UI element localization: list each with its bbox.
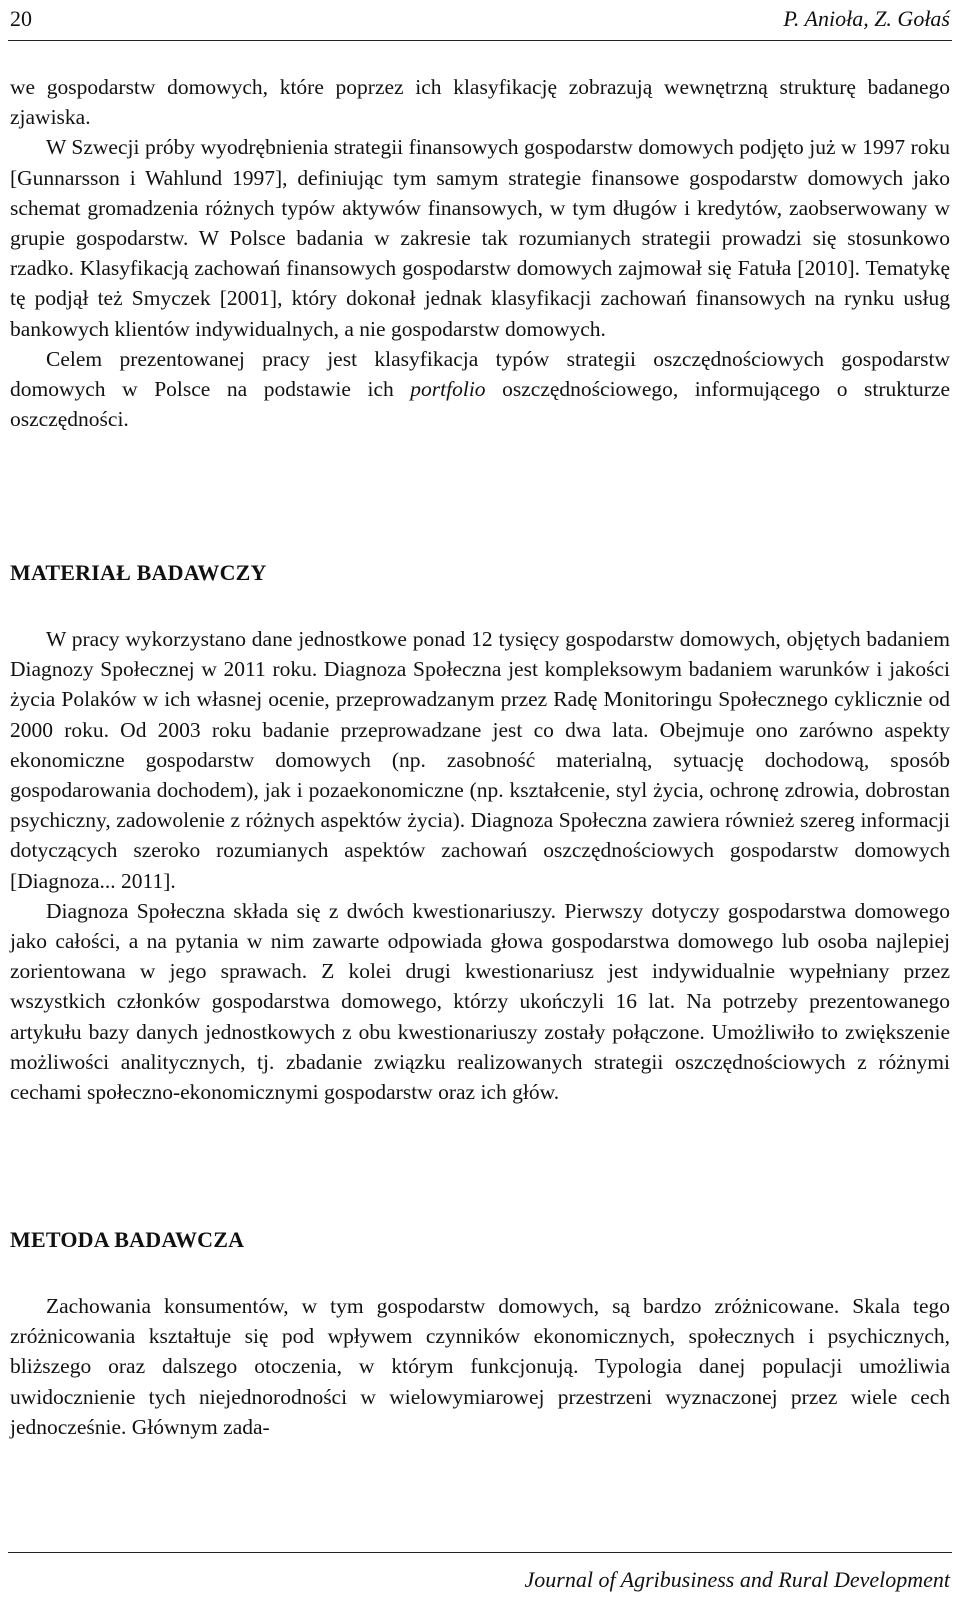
intro-paragraph-1: we gospodarstw domowych, które poprzez ich klasyfikację zobrazują wewnętrzną strukturę badanego zjawiska. (10, 75, 950, 130)
intro-paragraph-3-italic: portfolio (410, 377, 486, 402)
method-paragraph-1: Zachowania konsumentów, w tym gospodarstw domowych, są bardzo zróżnicowane. Skala tego zróżnicowania kształtuje się pod wpływem czynników ekonomicznych, społecznych i psychicznych, bliższego oraz dalszego otoczenia, w którym funkcjonują. Typologia danej populacji umożliwia uwidocznienie tych niejednorodności w wielowymiarowej przestrzeni wyznaczonej przez wiele cech jednocześnie. Głównym zada- (10, 1294, 950, 1439)
page-number: 20 (10, 6, 32, 31)
intro-paragraph-3-end: oszczędnościowego, informującego o strukturze oszczędności. (10, 377, 951, 432)
method-text (10, 1291, 950, 1442)
page-footer (8, 1552, 952, 1592)
intro-paragraph-2: W Szwecji próby wyodrębnienia strategii finansowych gospodarstw domowych podjęto już w 1997 roku [Gunnarsson i Wahlund 1997], definiując tym samym strategie finansowe gospodarstw domowych jako schemat gromadzenia różnych typów aktywów finansowych, w tym długów i kredytów, zaobserwowany w grupie gospodarstw. W Polsce badania w zakresie tak rozumianych strategii prowadzi się stosunkowo rzadko. Klasyfikacją zachowań finansowych gospodarstw domowych zajmował się Fatuła [2010]. Tematykę tę podjął też Smyczek [2001], który dokonał jednak klasyfikacji zachowań finansowych na rynku usług bankowych klientów indywidualnych, a nie gospodarstw domowych. (10, 135, 950, 341)
running-head: P. Anioła, Z. Gołaś (783, 6, 950, 31)
section-heading-material: MATERIAŁ BADAWCZY (10, 560, 267, 585)
journal-name: Journal of Agribusiness and Rural Development (524, 1567, 950, 1592)
intro-paragraph-3 (10, 344, 950, 435)
intro-paragraph-3-start: Celem prezentowanej pracy jest klasyfikacja typów strategii oszczędnościowych gospodarstw domowych w Polsce na podstawie ich (10, 346, 950, 402)
material-text (10, 624, 950, 1107)
page-header (8, 0, 952, 41)
section-heading-method: METODA BADAWCZA (10, 1227, 245, 1252)
material-paragraph-2: Diagnoza Społeczna składa się z dwóch kwestionariuszy. Pierwszy dotyczy gospodarstwa domowego jako całości, a na pytania w nim zawarte odpowiada głowa gospodarstwa domowego lub osoba najlepiej zorientowana w jego sprawach. Z kolei drugi kwestionariusz jest indywidualnie wypełniany przez wszystkich członków gospodarstwa domowego, którzy ukończyli 16 lat. Na potrzeby prezentowanego artykułu bazy danych jednostkowych z obu kwestionariuszy zostały połączone. Umożliwiło to zwiększenie możliwości analitycznych, tj. zbadanie związku realizowanych strategii oszczędnościowych z różnymi cechami społeczno-ekonomicznymi gospodarstw oraz ich głów. (10, 898, 950, 1105)
material-paragraph-1: W pracy wykorzystano dane jednostkowe ponad 12 tysięcy gospodarstw domowych, objętych badaniem Diagnozy Społecznej w 2011 roku. Diagnoza Społeczna jest kompleksowym badaniem warunków i jakości życia Polaków w ich własnej ocenie, przeprowadzanym przez Radę Monitoringu Społecznego cyklicznie od 2000 roku. Od 2003 roku badanie przeprowadzane jest co dwa lata. Obejmuje ono zarówno aspekty ekonomiczne gospodarstw domowych (np. zasobność materialną, sytuację dochodową, sposób gospodarowania dochodem), jak i pozaekonomiczne (np. kształcenie, styl życia, ochronę zdrowia, dobrostan psychiczny, zadowolenie z różnych aspektów życia). Diagnoza Społeczna zawiera również szereg informacji dotyczących szeroko rozumianych aspektów zachowań oszczędnościowych gospodarstw domowych [Diagnoza... 2011]. (10, 627, 950, 893)
intro-text (10, 72, 950, 434)
